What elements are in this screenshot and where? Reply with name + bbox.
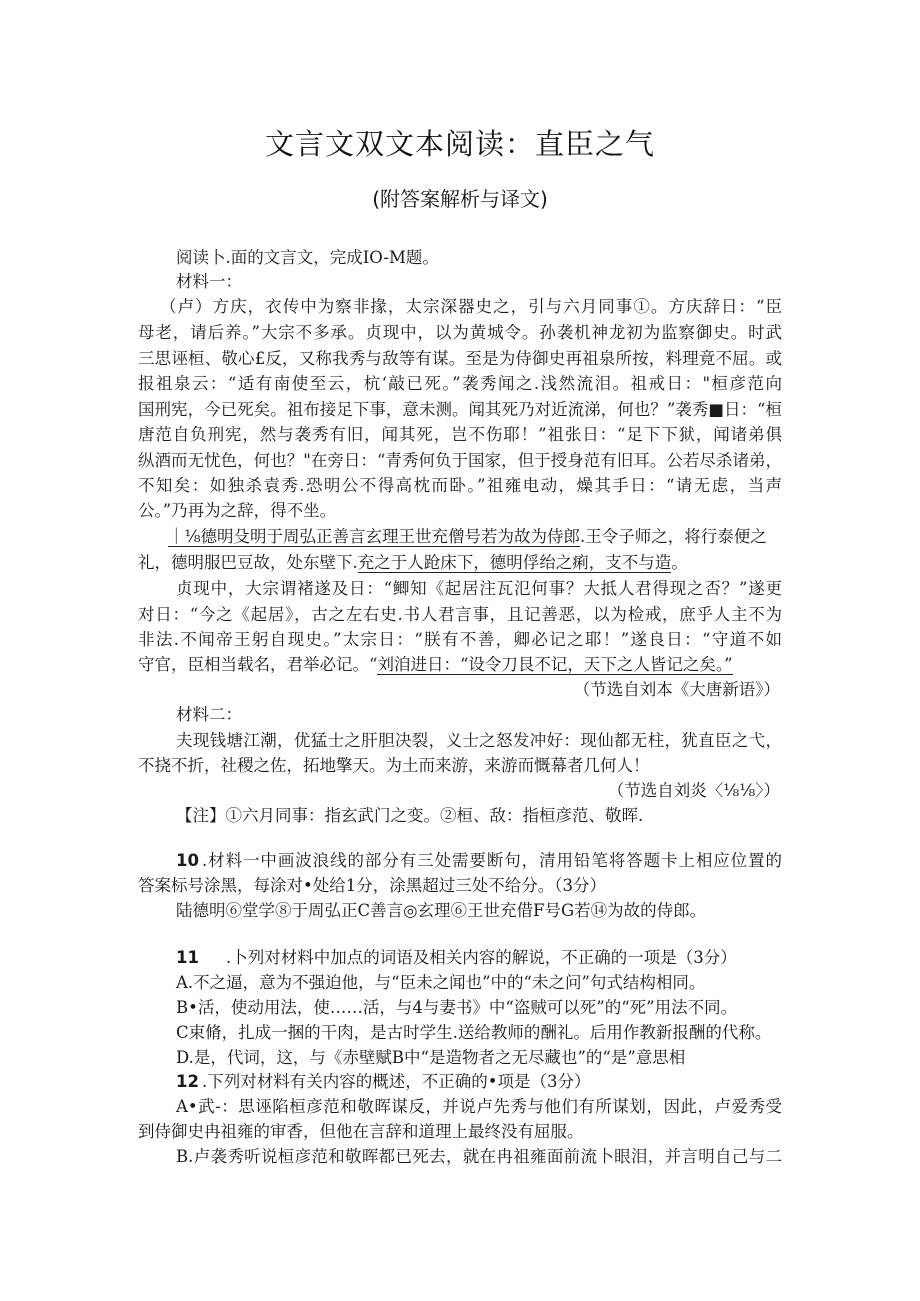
passage-text: .王令子师之，将行泰便之 (580, 527, 767, 546)
wavy-underlined-text: ｜⅛德明殳明于周弘正善言玄理王世充僧号若为故为侍郎 (168, 527, 580, 546)
passage-line: 夫现钱塘江潮，优猛士之肝胆决裂，义士之怒发冲好：现仙都无柱，犹直臣之弋， (176, 731, 782, 750)
wavy-passage-line (168, 525, 767, 549)
question-12-option-a: A•武-：思诬陷桓彦范和敬晖谋反，并说卢先秀与他们有所谋划，因此，卢爱秀受 (176, 1097, 782, 1116)
passage-line: 唐范自负刑宪，然与袭秀有旧，闻其死，岂不伤耶！”祖张日：“足下下狱，闻诸弟俱 (138, 425, 782, 444)
passage-line: 公。”乃再为之辞，得不坐。 (138, 501, 337, 520)
question-12-text: .下列对材料有关内容的概述，不正确的•项是（3分） (202, 1072, 591, 1091)
passage-text: 礼，德明服巴豆故，处东壁下. (138, 553, 358, 572)
question-11-option-d: D.是，代词，这，与《赤壁赋B中“是造物者之无尽藏也”的“是”意思相 (176, 1048, 686, 1067)
material-one-label: 材料一： (176, 272, 242, 291)
underlined-text: 充之于人跄床下， (357, 553, 490, 572)
footnote: 【注】①六月同事：指玄武门之变。②桓、敌：指桓彦范、敬晖. (176, 806, 644, 825)
passage-line: 国刑宪，今已死矣。祖布接足下事，意未测。闻其死乃对近流涕，何也？”袭秀■日：“桓 (138, 400, 782, 419)
question-11-option-a: A.不之逼，意为不强迫他，与“臣未之闻也”中的“未之问”句式结构相同。 (176, 973, 706, 992)
passage-line: 不挠不折，社稷之佐，拓地擎天。为土而来游，来游而慨幕者几何人！ (138, 756, 650, 775)
passage-line: 非法.不闻帝王躬自现史。”太宗日：“朕有不善，卿必记之耶！”遂良日：“守道不如 (138, 630, 782, 649)
instruction-line: 阅读卜.面的文言文，完成IO-M题。 (176, 248, 439, 267)
question-10-number: 10 (176, 851, 199, 870)
underlined-text: 支不与造 (605, 553, 672, 572)
passage-line: 报祖泉云：“适有南使至云，杭‘敲已死。”袭秀闻之.浅然流泪。祖戒日："桓彦范向 (138, 374, 782, 393)
passage-line: 对日：“今之《起居》，古之左右史.书人君言事，且记善恶，以为检戒，庶乎人主不为 (138, 605, 782, 624)
question-11-option-b: B•活，使动用法，使……活，与4与妻书》中“盗贼可以死”的“死”用法不同。 (176, 998, 738, 1017)
passage-line: 不知矣：如独杀袁秀.恐明公不得高枕而卧。”祖雍电动，燥其手日：“请无虑，当声 (138, 476, 782, 495)
page-title: 文言文双文本阅读：直臣之气 (264, 127, 655, 161)
question-number (176, 849, 199, 873)
material-two-label: 材料二： (176, 705, 242, 724)
question-10-text: 答案标号涂黑，每涂对•处给1分，涂黑超过三处不给分。（3分） (138, 876, 606, 895)
question-12-option-b: B.卢袭秀听说桓彦范和敬晖都已死去，就在冉祖雍面前流卜眼泪，并言明自己与二 (176, 1147, 782, 1166)
passage-text: 守官，臣相当载名，君举必记。“ (138, 655, 378, 674)
question-11-number: 11 (176, 948, 199, 967)
question-12-number: 12 (176, 1072, 199, 1091)
passage-line: 三思诬桓、敬心£反，又称我秀与敌等有谋。至是为侍御史再祖泉所按，料理竟不屈。或 (138, 349, 782, 368)
question-11-option-c: C束脩，扎成一捆的干肉，是古时学生.送给教师的酬礼。后用作教新报酬的代称。 (176, 1023, 772, 1042)
passage-line: 母老，请后养。”大宗不多承。贞现中，以为黄城令。孙袭机神龙初为监察御史。时武 (138, 323, 782, 342)
passage-text: 。 (671, 553, 688, 572)
passage-line: （卢）方庆，衣传中为察非掾，太宗深器史之，引与六月同事①。方庆辞日：“臣 (160, 297, 782, 316)
underlined-text: 德明俘绐之痢， (489, 553, 606, 572)
passage-line: 纵酒而无忧色，何也？"在旁日：“青秀何负于国家，但于授身范有旧耳。公若尽杀诸弟， (138, 451, 782, 470)
source-citation: （节选自刘炎〈⅛⅛〉） (607, 781, 780, 800)
question-10-options: 陆德明⑥堂学⑧于周弘正C善言◎玄理⑥王世充借F号G若⑭为故的侍郎。 (176, 901, 707, 920)
page-subtitle: (附答案解析与译文) (372, 187, 548, 211)
passage-line: 贞现中，大宗谓褚遂及日：“鲫知《起居注瓦氾何事？大抵人君得现之否？”遂更 (176, 579, 782, 598)
question-11-text: .卜列对材料中加点的词语及相关内容的解说，不正确的一项是（3分） (226, 948, 737, 967)
underlined-text: 刘洎进日：“设令刀艮不记，天下之人皆记之矣。” (377, 655, 733, 674)
question-10-text: .材料一中画波浪线的部分有三处需要断句，清用铅笔将答题卡上相应位置的 (202, 851, 782, 870)
question-number (176, 1070, 199, 1094)
passage-line (138, 653, 733, 677)
passage-line (138, 551, 688, 575)
source-citation: （节选自刘本《大唐新语》） (573, 680, 780, 699)
question-number (176, 946, 199, 970)
question-12-option-a-cont: 到侍御史冉祖雍的审香，但他在言辞和道理上最终没有屈服。 (138, 1122, 584, 1141)
